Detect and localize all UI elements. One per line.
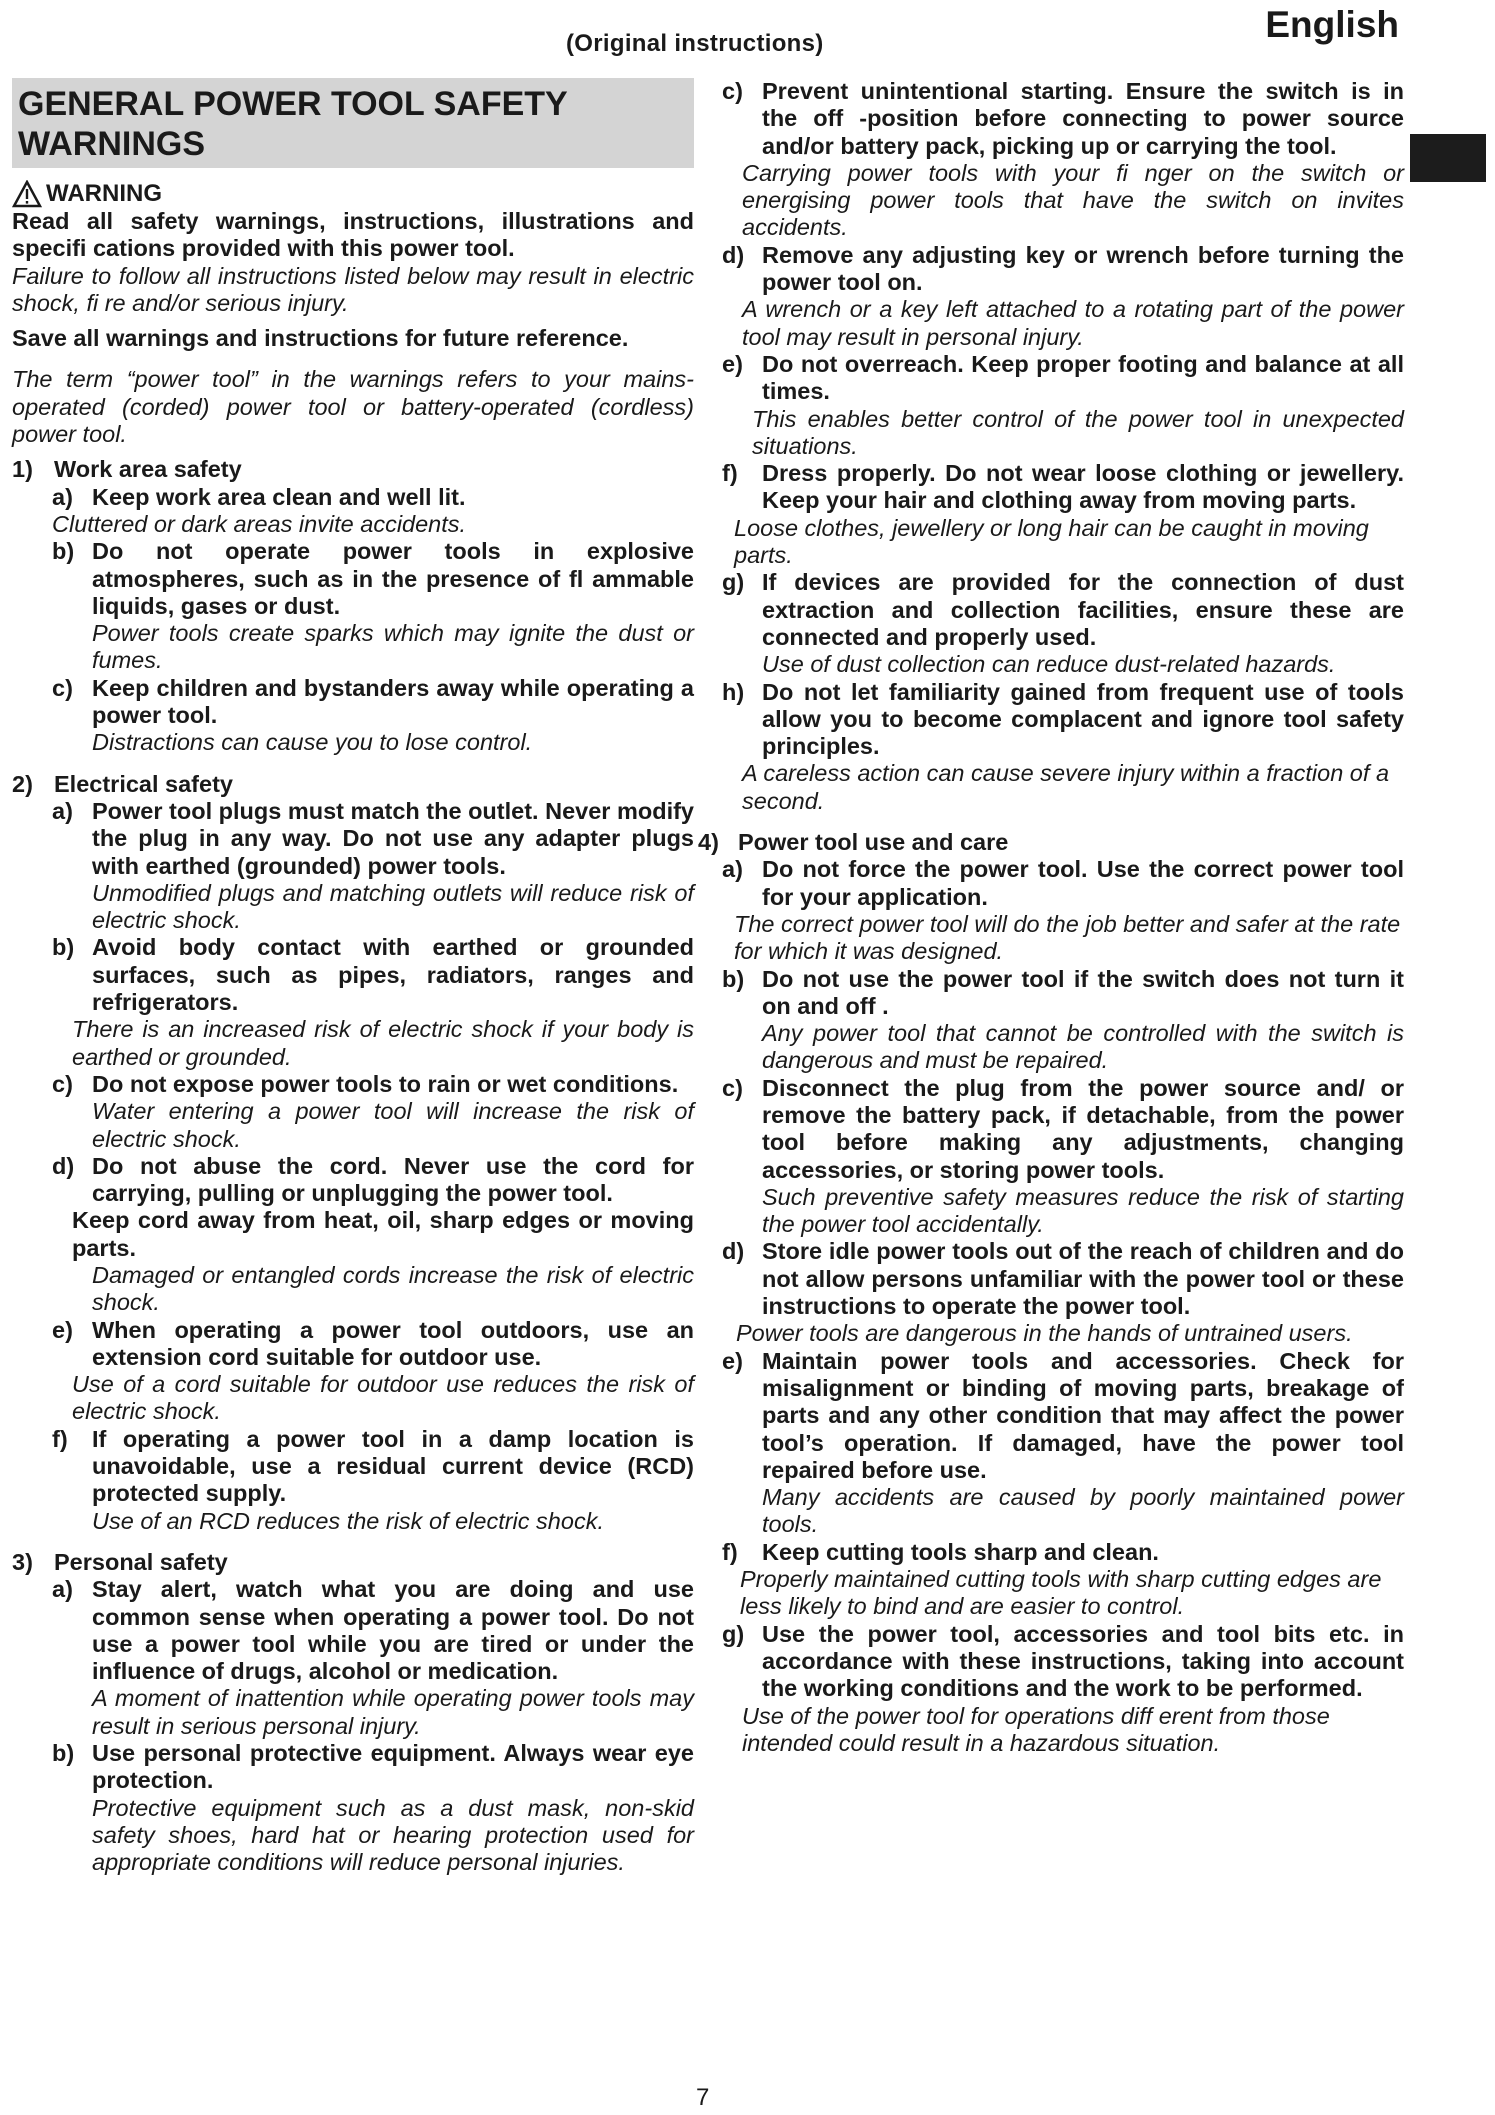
section-work-area-safety: 1) Work area safety bbox=[12, 456, 242, 483]
list-item: h) Do not let familiarity gained from frequent use of tools allow you to become complacent and ignore tool safety principles. bbox=[722, 678, 1404, 760]
note: Use of dust collection can reduce dust-related hazards. bbox=[762, 651, 1336, 678]
warning-heading bbox=[12, 180, 694, 208]
right-column bbox=[698, 78, 1404, 1757]
page-title: GENERAL POWER TOOL SAFETY WARNINGS bbox=[12, 78, 694, 168]
list-item: d) Remove any adjusting key or wrench before turning the power tool on. bbox=[722, 241, 1404, 296]
note: Unmodified plugs and matching outlets will reduce risk of electric shock. bbox=[92, 879, 694, 934]
list-item: g) If devices are provided for the connection of dust extraction and collection facilities, ensure these are connected and properly used. bbox=[722, 569, 1404, 650]
note: Properly maintained cutting tools with sharp cutting edges are less likely to bind and are easier to control. bbox=[740, 1566, 1382, 1620]
note: A moment of inattention while operating power tools may result in serious personal injury. bbox=[92, 1685, 694, 1739]
section-personal-safety: 3) Personal safety bbox=[12, 1548, 228, 1575]
note: Use of a cord suitable for outdoor use reduces the risk of electric shock. bbox=[72, 1371, 694, 1425]
list-item: c) Prevent unintentional starting. Ensure the switch is in the off -position before connecting to power source and/or battery pack, picking up or carrying the tool. bbox=[722, 78, 1404, 159]
note: Distractions can cause you to lose control. bbox=[92, 729, 533, 756]
note: There is an increased risk of electric shock if your body is earthed or grounded. bbox=[72, 1016, 694, 1070]
list-item: c) Keep children and bystanders away while operating a power tool. bbox=[52, 674, 694, 729]
list-item: e) Do not overreach. Keep proper footing and balance at all times. bbox=[722, 350, 1404, 405]
section-power-tool-use-and-care: 4) Power tool use and care bbox=[698, 829, 1009, 856]
note: Damaged or entangled cords increase the risk of electric shock. bbox=[92, 1261, 694, 1316]
list-item: e) When operating a power tool outdoors, use an extension cord suitable for outdoor use. bbox=[52, 1316, 694, 1370]
note: Carrying power tools with your fi nger on the switch or energising power tools that have the switch on invites accidents. bbox=[742, 159, 1404, 241]
list-item: f) If operating a power tool in a damp location is unavoidable, use a residual current device (RCD) protected supply. bbox=[52, 1425, 694, 1507]
note: Cluttered or dark areas invite accidents. bbox=[52, 510, 467, 537]
list-item: a) Stay alert, watch what you are doing and use common sense when operating a power tool. Do not use a power tool while you are tired or under the influence of drugs, alcohol or medication. bbox=[52, 1576, 694, 1685]
list-item: a) Power tool plugs must match the outlet. Never modify the plug in any way. Do not use any adapter plugs with earthed (grounded) power tools. bbox=[52, 797, 694, 879]
list-item: b) Avoid body contact with earthed or grounded surfaces, such as pipes, radiators, ranges and refrigerators. bbox=[52, 934, 694, 1016]
note: Any power tool that cannot be controlled with the switch is dangerous and must be repaired. bbox=[762, 1020, 1404, 1074]
note: Many accidents are caused by poorly maintained power tools. bbox=[762, 1484, 1404, 1538]
note: This enables better control of the power tool in unexpected situations. bbox=[752, 405, 1404, 459]
list-item: e) Maintain power tools and accessories. Check for misalignment or binding of moving parts, breakage of parts and any other condition that may affect the power tool’s operation. If damaged, have the power tool repaired before use. bbox=[722, 1347, 1404, 1483]
language-label: English bbox=[1265, 4, 1399, 45]
list-item: a) Do not force the power tool. Use the correct power tool for your application. bbox=[722, 856, 1404, 910]
note: A careless action can cause severe injury within a fraction of a second. bbox=[742, 760, 1390, 814]
list-item: d) Do not abuse the cord. Never use the cord for carrying, pulling or unplugging the power tool. bbox=[52, 1152, 694, 1207]
section-electrical-safety: 2) Electrical safety bbox=[12, 770, 233, 797]
original-instructions-label: (Original instructions) bbox=[566, 30, 824, 57]
term-note: The term “power tool” in the warnings refers to your mains-operated (corded) power tool or battery-operated (cordless) power tool. bbox=[12, 366, 694, 448]
language-tab-marker bbox=[1410, 134, 1486, 182]
list-item-continued: Keep cord away from heat, oil, sharp edges or moving parts. bbox=[72, 1207, 694, 1261]
list-item: c) Disconnect the plug from the power source and/ or remove the battery pack, if detachable, from the power tool before making any adjustments, changing accessories, or storing power tools. bbox=[722, 1074, 1404, 1183]
intro-bold: Read all safety warnings, instructions, illustrations and specifi cations provided with this power tool. bbox=[12, 208, 694, 262]
note: Loose clothes, jewellery or long hair can be caught in moving parts. bbox=[734, 514, 1369, 569]
note: Power tools create sparks which may ignite the dust or fumes. bbox=[92, 620, 694, 674]
note: The correct power tool will do the job better and safer at the rate for which it was designed. bbox=[734, 910, 1401, 965]
note: A wrench or a key left attached to a rotating part of the power tool may result in personal injury. bbox=[742, 296, 1404, 350]
intro-italic: Failure to follow all instructions listed below may result in electric shock, fi re and/or serious injury. bbox=[12, 262, 694, 316]
list-item: c) Do not expose power tools to rain or wet conditions. bbox=[52, 1070, 679, 1097]
list-item: b) Use personal protective equipment. Always wear eye protection. bbox=[52, 1740, 694, 1794]
note: Use of the power tool for operations diff erent from those intended could result in a hazardous situation. bbox=[742, 1702, 1330, 1756]
note: Use of an RCD reduces the risk of electric shock. bbox=[92, 1507, 604, 1534]
warning-label: WARNING bbox=[46, 180, 162, 208]
list-item: a) Keep work area clean and well lit. bbox=[52, 483, 466, 510]
list-item: f) Keep cutting tools sharp and clean. bbox=[722, 1538, 1159, 1565]
save-instructions: Save all warnings and instructions for future reference. bbox=[12, 325, 629, 352]
note: Water entering a power tool will increase the risk of electric shock. bbox=[92, 1098, 694, 1152]
note: Power tools are dangerous in the hands of untrained users. bbox=[736, 1320, 1353, 1347]
list-item: d) Store idle power tools out of the reach of children and do not allow persons unfamiliar with the power tool or these instructions to operate the power tool. bbox=[722, 1238, 1404, 1320]
list-item: f) Dress properly. Do not wear loose clothing or jewellery. Keep your hair and clothing away from moving parts. bbox=[722, 460, 1404, 514]
page-number: 7 bbox=[696, 2084, 710, 2111]
list-item: b) Do not use the power tool if the switch does not turn it on and off . bbox=[722, 965, 1404, 1019]
left-column bbox=[12, 78, 694, 1877]
list-item: b) Do not operate power tools in explosive atmospheres, such as in the presence of fl ammable liquids, gases or dust. bbox=[52, 538, 694, 619]
warning-triangle-icon bbox=[12, 180, 42, 208]
note: Such preventive safety measures reduce the risk of starting the power tool accidentally. bbox=[762, 1183, 1404, 1238]
note: Protective equipment such as a dust mask, non-skid safety shoes, hard hat or hearing protection used for appropriate conditions will reduce personal injuries. bbox=[92, 1794, 694, 1876]
list-item: g) Use the power tool, accessories and tool bits etc. in accordance with these instructions, taking into account the working conditions and the work to be performed. bbox=[722, 1620, 1404, 1702]
